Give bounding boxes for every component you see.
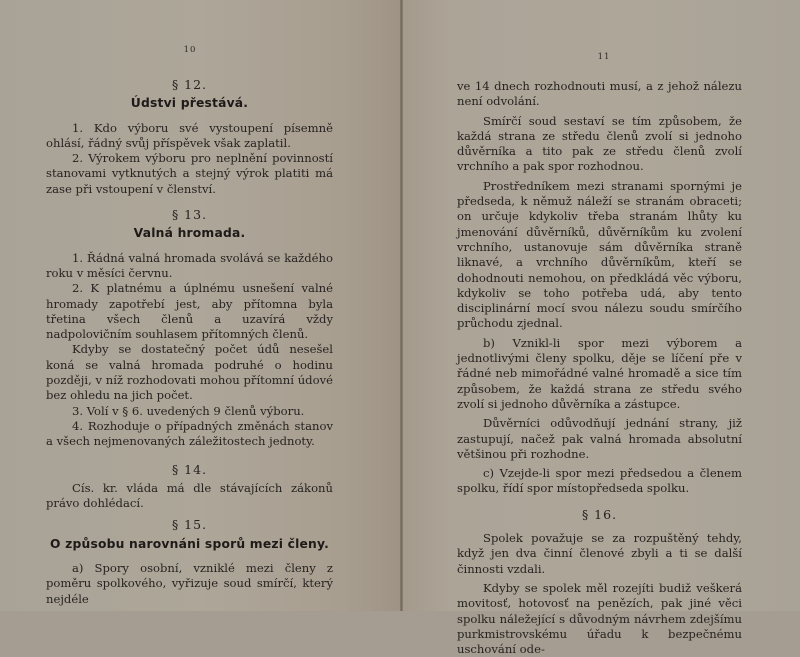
paragraph: b) Vznikl-li spor mezi výborem a jednotlivými členy spolku, děje se líčení pře v řádné neb mimořádné valné hromadě a sice tím způsobem, že každá strana ze středu svého zvolí si jednoho důvěrníka a zástupce.	[457, 335, 742, 411]
paragraph: 3. Volí v § 6. uvedených 9 členů výboru.	[72, 403, 305, 418]
paragraph: 1. Řádná valná hromada svolává se každého roku v měsíci červnu.	[46, 250, 333, 280]
paragraph: Cís. kr. vláda má dle stávajících zákonů právo dohlédací.	[46, 480, 333, 511]
right-text-column	[457, 79, 742, 657]
section-heading: O způsobu narovnáni sporů mezi členy.	[50, 536, 329, 551]
paragraph: a) Spory osobní, vzniklé mezi členy z poměru spolkového, vyřizuje soud smírčí, který nejdéle	[46, 561, 333, 606]
section-sign: § 14.	[171, 461, 208, 477]
section-heading: Údstvi přestává.	[130, 96, 249, 111]
paragraph: Kdyby se spolek měl rozejíti budiž veškerá movitosť, hotovosť na penězích, pak jiné věci spolku náležející s důvodným návrhem zdejšímu purkmistrovskému úřadu k bezpečnému uschování ode-	[457, 580, 742, 657]
section-sign: § 15.	[171, 517, 208, 533]
paragraph: Důvěrníci odůvodňují jednání strany, již zastupují, načež pak valná hromada absolutní většinou při rozhodne.	[457, 416, 742, 461]
paragraph: Smírčí soud sestaví se tím způsobem, že každá strana ze středu členů zvolí si jednoho důvěrníka a tito pak ze středu členů zvolí vrchního a pak spor rozhodnou.	[457, 113, 742, 174]
paragraph: 1. Kdo výboru své vystoupení písemně ohlásí, řádný svůj příspěvek však zaplatil.	[46, 120, 333, 150]
right-page	[402, 0, 800, 657]
section-sign: § 16.	[581, 506, 618, 522]
paragraph: Kdyby se dostatečný počet údů nesešel koná se valná hromada podruhé o hodinu později, v níž rozhodovati mohou přítomní údové bez ohledu na jich počet.	[46, 342, 333, 403]
paragraph: ve 14 dnech rozhodnouti musí, a z jehož nálezu není odvolání.	[457, 79, 742, 109]
paragraph: Spolek považuje se za rozpuštěný tehdy, když jen dva činní členové zbyli a ti se další činnosti vzdali.	[457, 531, 742, 576]
section-heading: Valná hromada.	[133, 226, 246, 241]
section-sign: § 13.	[171, 207, 208, 223]
book-gutter	[400, 0, 403, 611]
paragraph: Prostředníkem mezi stranami spornými je předseda, k němuž náleží se stranám obraceti; on určuje kdykoliv třeba stranám lhůty ku jmenování důvěrníků, důvěrníkům ku zvolení vrchního, ustanovuje sám důvěrníka straně liknavé, a vrchního důvěrníkům, kteří se dohodnouti nemohou, on předkládá věc výboru, kdykoliv se toho potřeba udá, aby tento disciplinární mocí svou nálezu soudu smírčího průchodu zjednal.	[457, 178, 742, 331]
paragraph: 4. Rozhoduje o případných změnách stanov a všech nejmenovaných záležitostech jednoty.	[46, 418, 333, 449]
left-page	[0, 0, 402, 611]
section-sign: § 12.	[171, 77, 208, 92]
paragraph: 2. Výrokem výboru pro neplnění povinností stanovami vytknutých a stejný výrok platiti má zase při vstoupení v členství.	[46, 151, 333, 196]
page-number: 11	[597, 52, 611, 62]
paragraph: 2. K platnému a úplnému usnešení valné hromady zapotřebí jest, aby přítomna byla třetina všech členů a uzavírá vždy nadpolovičním souhlasem přítomných členů.	[46, 281, 333, 342]
paragraph: c) Vzejde-li spor mezi předsedou a členem spolku, řídí spor místopředseda spolku.	[457, 466, 742, 496]
left-text-column	[46, 66, 333, 607]
page-number: 10	[183, 45, 197, 55]
